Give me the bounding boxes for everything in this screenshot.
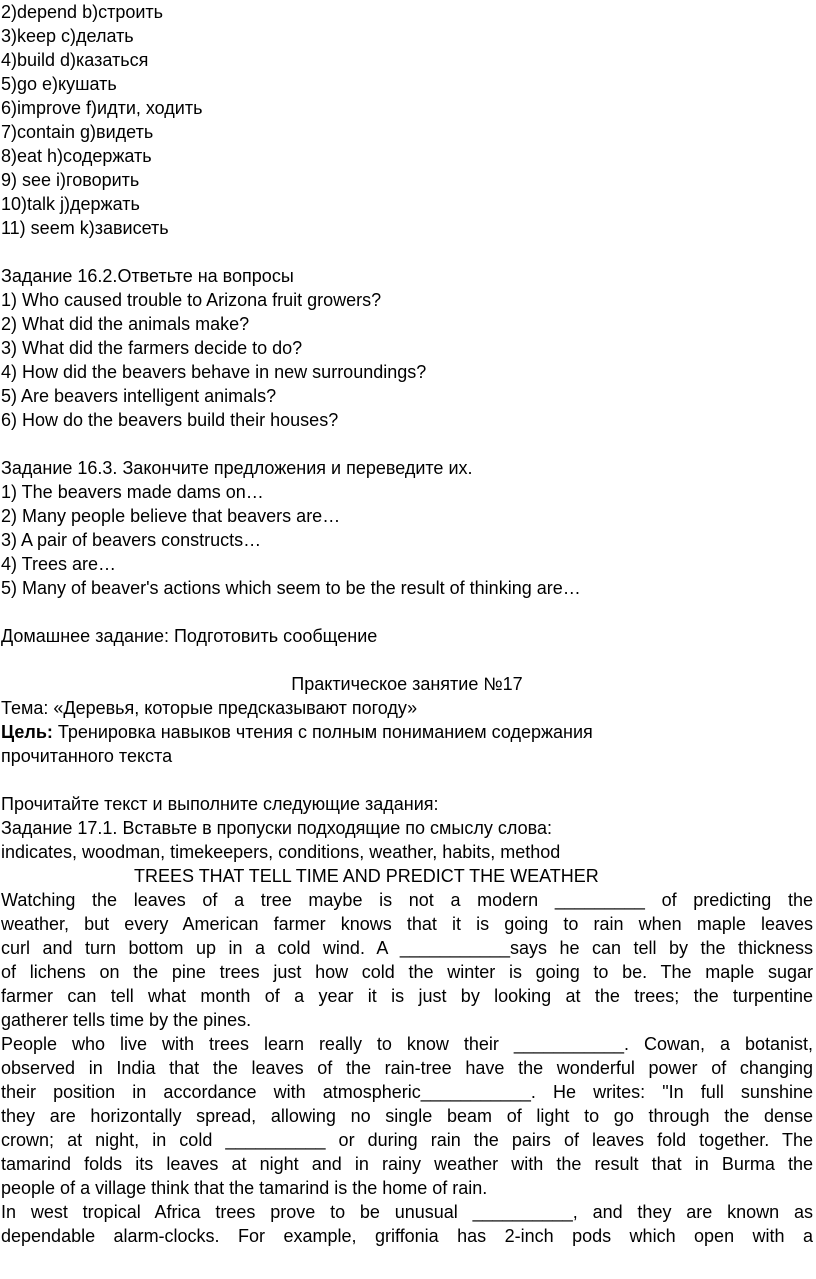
paragraph-2 — [1, 1032, 813, 1200]
lesson-title: Практическое занятие №17 — [291, 674, 523, 694]
vocab-item: 5)go e)кушать — [1, 74, 117, 94]
question-item: 5) Are beavers intelligent animals? — [1, 386, 277, 406]
text-line: people of a village think that the tamarind is the home of rain. — [1, 1178, 488, 1198]
text-line: People who live with trees learn really to know their ___________. Cowan, a botanist, — [1, 1034, 813, 1054]
sentence-item: 1) The beavers made dams on… — [1, 482, 264, 502]
text-line: they are horizontally spread, allowing no single beam of light to go through the dense — [1, 1106, 813, 1126]
vocab-item: 11) seem k)зависеть — [1, 218, 169, 238]
question-item: 4) How did the beavers behave in new surroundings? — [1, 362, 427, 382]
text-line: In west tropical Africa trees prove to be unusual __________, and they are known as — [1, 1202, 813, 1222]
lesson-topic: Тема: «Деревья, которые предсказывают погоду» — [1, 698, 418, 718]
text-line: observed in India that the leaves of the rain-tree have the wonderful power of changing — [1, 1058, 813, 1078]
question-item: 1) Who caused trouble to Arizona fruit growers? — [1, 290, 382, 310]
vocab-item: 10)talk j)держать — [1, 194, 140, 214]
vocab-item: 6)improve f)идти, ходить — [1, 98, 203, 118]
spacer — [1, 768, 813, 792]
paragraph-3 — [1, 1200, 813, 1248]
sentence-item: 3) A pair of beavers constructs… — [1, 530, 262, 550]
task-heading: Задание 16.3. Закончите предложения и переведите их. — [1, 458, 473, 478]
text-line: dependable alarm-clocks. For example, griffonia has 2-inch pods which open with a — [1, 1226, 813, 1246]
spacer — [1, 432, 813, 456]
paragraph-1 — [1, 888, 813, 1032]
vocab-list — [1, 0, 813, 240]
task-16-2 — [1, 264, 813, 432]
word-bank: indicates, woodman, timekeepers, conditions, weather, habits, method — [1, 842, 561, 862]
sentence-item: 2) Many people believe that beavers are… — [1, 506, 341, 526]
text-line: of lichens on the pine trees just how cold the winter is going to be. The maple sugar — [1, 962, 813, 982]
text-line: their position in accordance with atmospheric___________. He writes: "In full sunshine — [1, 1082, 813, 1102]
lesson-goal-continued: прочитанного текста — [1, 746, 173, 766]
task-16-3 — [1, 456, 813, 600]
sentence-item: 5) Many of beaver's actions which seem to be the result of thinking are… — [1, 578, 581, 598]
task-heading: Задание 16.2.Ответьте на вопросы — [1, 266, 294, 286]
vocab-item: 2)depend b)строить — [1, 2, 164, 22]
text-line: curl and turn bottom up in a cold wind. A ___________says he can tell by the thickness — [1, 938, 813, 958]
text-line: tamarind folds its leaves at night and in rainy weather with the result that in Burma the — [1, 1154, 813, 1174]
question-item: 2) What did the animals make? — [1, 314, 250, 334]
text-line: crown; at night, in cold __________ or during rain the pairs of leaves fold together. The — [1, 1130, 813, 1150]
spacer — [1, 600, 813, 624]
vocab-item: 9) see i)говорить — [1, 170, 140, 190]
sentence-item: 4) Trees are… — [1, 554, 117, 574]
text-line: Watching the leaves of a tree maybe is not a modern _________ of predicting the — [1, 890, 813, 910]
instruction: Прочитайте текст и выполните следующие задания: — [1, 794, 439, 814]
vocab-item: 3)keep c)делать — [1, 26, 134, 46]
task-heading: Задание 17.1. Вставьте в пропуски подходящие по смыслу слова: — [1, 818, 552, 838]
text-line: gatherer tells time by the pines. — [1, 1010, 252, 1030]
question-item: 6) How do the beavers build their houses? — [1, 410, 339, 430]
text-line: weather, but every American farmer knows that it is going to rain when maple leaves — [1, 914, 813, 934]
goal-text: Тренировка навыков чтения с полным пониманием содержания — [52, 722, 593, 742]
vocab-item: 7)contain g)видеть — [1, 122, 154, 142]
question-item: 3) What did the farmers decide to do? — [1, 338, 303, 358]
lesson-goal — [1, 720, 813, 744]
homework-line: Домашнее задание: Подготовить сообщение — [1, 626, 378, 646]
text-title: TREES THAT TELL TIME AND PREDICT THE WEATHER — [134, 866, 599, 886]
vocab-item: 8)eat h)содержать — [1, 146, 152, 166]
spacer — [1, 648, 813, 672]
goal-label: Цель: — [1, 722, 53, 742]
text-line: farmer can tell what month of a year it is just by looking at the trees; the turpentine — [1, 986, 813, 1006]
spacer — [1, 240, 813, 264]
vocab-item: 4)build d)казаться — [1, 50, 149, 70]
